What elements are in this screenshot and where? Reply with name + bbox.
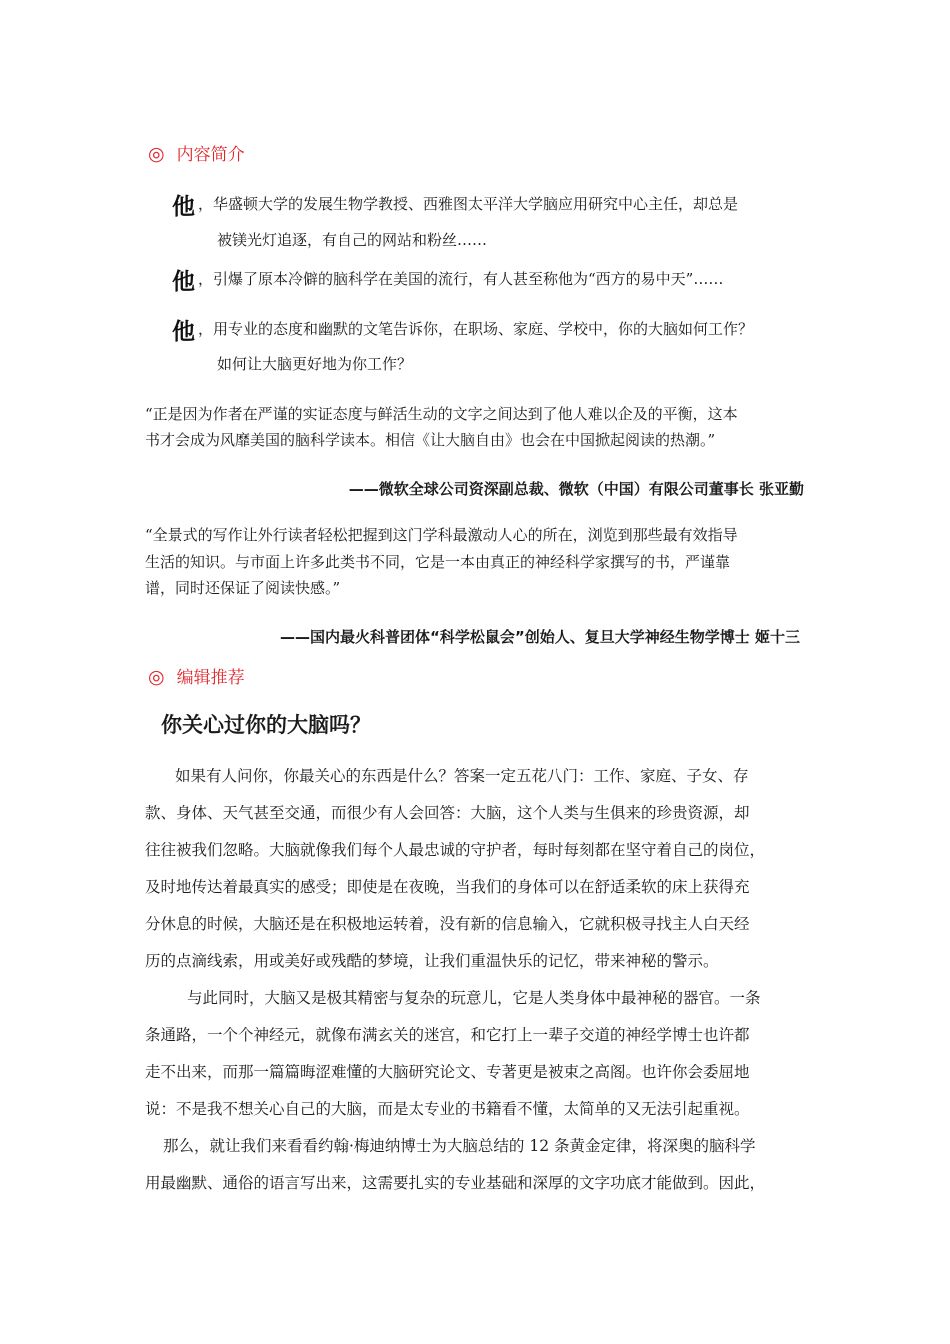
intro-lead-char: 他 <box>172 193 195 220</box>
article-line: 说：不是我不想关心自己的大脑，而是太专业的书籍看不懂，太简单的又无法引起重视。 <box>145 1100 750 1118</box>
quote-line: 生活的知识。与市面上许多此类书不同，它是一本由真正的神经科学家撰写的书，严谨靠 <box>145 553 731 571</box>
quote-line: 书才会成为风靡美国的脑科学读本。相信《让大脑自由》也会在中国掀起阅读的热潮。” <box>145 431 716 449</box>
intro-lead-char: 他 <box>172 318 195 345</box>
quote-line: “全景式的写作让外行读者轻松把握到这门学科最激动人心的所在，浏览到那些最有效指导 <box>145 526 738 544</box>
intro-line: ，用专业的态度和幽默的文笔告诉你，在职场、家庭、学校中，你的大脑如何工作？ <box>198 320 754 338</box>
section-title: 编辑推荐 <box>176 668 245 688</box>
article-line: 往往被我们忽略。大脑就像我们每个人最忠诚的守护者，每时每刻都在坚守着自己的岗位， <box>145 841 766 859</box>
section-heading-intro <box>148 140 245 165</box>
intro-line: 如何让大脑更好地为你工作？ <box>217 355 413 373</box>
article-line: 款、身体、天气甚至交通，而很少有人会回答：大脑，这个人类与生俱来的珍贵资源，却 <box>145 804 750 822</box>
article-line: 走不出来，而那一篇篇晦涩难懂的大脑研究论文、专著更是被束之高阁。也许你会委屈地 <box>145 1063 750 1081</box>
article-line: 历的点滴线索，用或美好或残酷的梦境，让我们重温快乐的记忆，带来神秘的警示。 <box>145 952 719 970</box>
quote-line: “正是因为作者在严谨的实证态度与鲜活生动的文字之间达到了他人难以企及的平衡，这本 <box>145 405 738 423</box>
article-line: 及时地传达着最真实的感受；即使是在夜晚，当我们的身体可以在舒适柔软的床上获得充 <box>145 878 750 896</box>
article-line: 那么，就让我们来看看约翰·梅迪纳博士为大脑总结的 12 条黄金定律，将深奥的脑科学 <box>163 1137 756 1155</box>
article-line: 分休息的时候，大脑还是在积极地运转着，没有新的信息输入，它就积极寻找主人白天经 <box>145 915 750 933</box>
article-line: 用最幽默、通俗的语言写出来，这需要扎实的专业基础和深厚的文字功底才能做到。因此， <box>145 1174 766 1192</box>
section-title: 内容简介 <box>176 145 245 165</box>
intro-lead-char: 他 <box>172 268 195 295</box>
article-line: 与此同时，大脑又是极其精密与复杂的玩意儿，它是人类身体中最神秘的器官。一条 <box>187 989 761 1007</box>
circle-mark-icon: ◎ <box>148 143 165 165</box>
quote-attribution: ——国内最火科普团体“科学松鼠会”创始人、复旦大学神经生物学博士 姬十三 <box>280 628 800 646</box>
intro-line: ，引爆了原本冷僻的脑科学在美国的流行，有人甚至称他为“西方的易中天”…… <box>198 270 724 288</box>
intro-line: 被镁光灯追逐，有自己的网站和粉丝…… <box>217 231 488 249</box>
quote-attribution: ——微软全球公司资深副总裁、微软（中国）有限公司董事长 张亚勤 <box>348 480 804 498</box>
article-line: 如果有人问你，你最关心的东西是什么？答案一定五花八门：工作、家庭、子女、存 <box>175 767 749 785</box>
section-heading-editor <box>148 663 245 688</box>
circle-mark-icon: ◎ <box>148 666 165 688</box>
quote-line: 谱，同时还保证了阅读快感。” <box>145 579 341 597</box>
intro-line: ，华盛顿大学的发展生物学教授、西雅图太平洋大学脑应用研究中心主任，却总是 <box>198 195 739 213</box>
article-title: 你关心过你的大脑吗？ <box>161 713 371 737</box>
article-line: 条通路，一个个神经元，就像布满玄关的迷宫，和它打上一辈子交道的神经学博士也许都 <box>145 1026 750 1044</box>
